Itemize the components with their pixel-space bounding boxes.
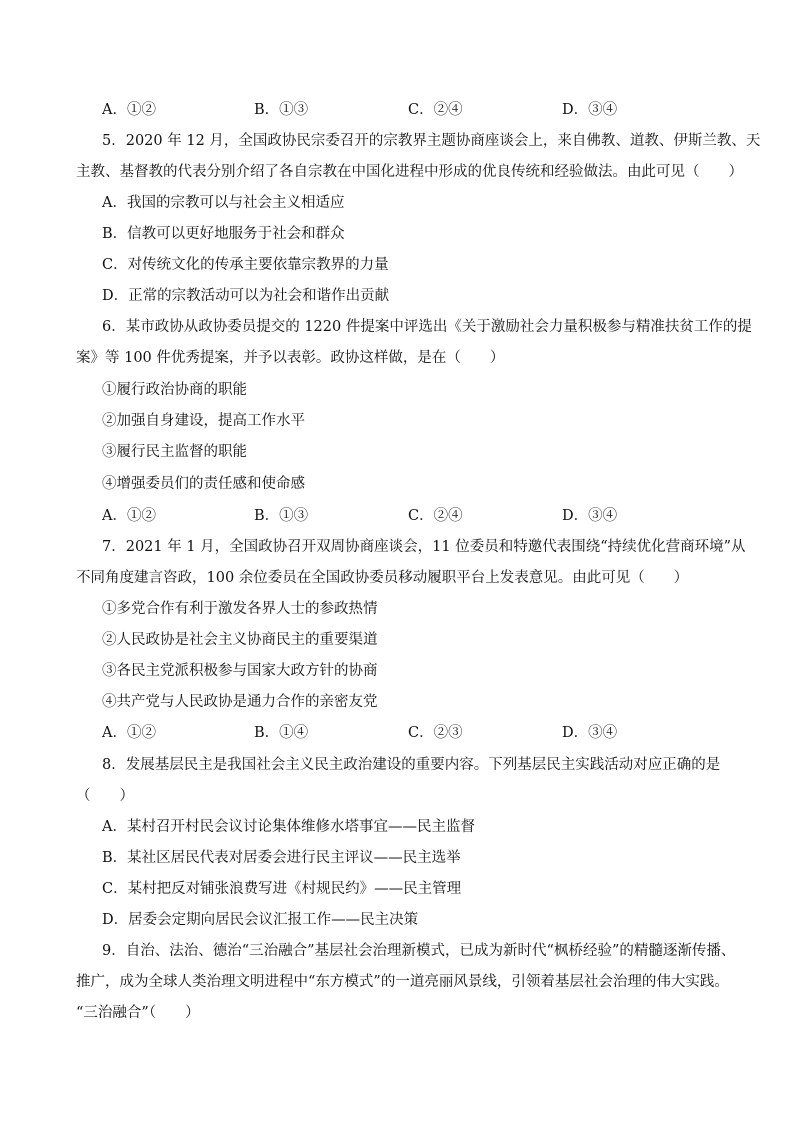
q6-option-a[interactable]: A．①② xyxy=(102,508,156,524)
q5-option-d[interactable]: D．正常的宗教活动可以为社会和谐作出贡献 xyxy=(102,288,390,304)
q7-option-a[interactable]: A．①② xyxy=(102,725,156,741)
q5-option-c[interactable]: C．对传统文化的传承主要依靠宗教界的力量 xyxy=(102,257,389,273)
q4-option-c[interactable]: C．②④ xyxy=(408,102,463,118)
q7-stem-line1: 7．2021 年 1 月，全国政协召开双周协商座谈会，11 位委员和特邀代表围绕“持续优化营商环境”从 xyxy=(102,539,746,555)
q7-options xyxy=(102,722,722,744)
q9-stem-line3: “三治融合”（ ） xyxy=(76,1005,200,1021)
q8-option-a[interactable]: A．某村召开村民会议讨论集体维修水塔事宜——民主监督 xyxy=(102,819,475,835)
q8-option-b[interactable]: B．某社区居民代表对居委会进行民主评议——民主选举 xyxy=(102,850,461,866)
q6-option-b[interactable]: B．①③ xyxy=(254,508,309,524)
q5-option-a[interactable]: A．我国的宗教可以与社会主义相适应 xyxy=(102,195,345,211)
q7-item-1: ①多党合作有利于激发各界人士的参政热情 xyxy=(102,601,378,617)
q6-stem-line2: 案》等 100 件优秀提案，并予以表彰。政协这样做，是在（ ） xyxy=(76,350,505,366)
q7-option-d[interactable]: D．③④ xyxy=(562,725,618,741)
q4-option-a[interactable]: A．①② xyxy=(102,102,156,118)
q8-stem-line1: 8．发展基层民主是我国社会主义民主政治建设的重要内容。下列基层民主实践活动对应正确的是 xyxy=(102,757,721,773)
q5-stem-line2: 主教、基督教的代表分别介绍了各自宗教在中国化进程中形成的优良传统和经验做法。由此可见（ ） xyxy=(76,164,743,180)
q5-option-b[interactable]: B．信教可以更好地服务于社会和群众 xyxy=(102,226,345,242)
q8-option-d[interactable]: D．居委会定期向居民会议汇报工作——民主决策 xyxy=(102,912,419,928)
q4-options xyxy=(102,99,722,121)
q8-stem-line2: （ ） xyxy=(76,788,134,804)
q9-stem-line2: 推广，成为全球人类治理文明进程中“东方模式”的一道亮丽风景线，引领着基层社会治理的伟大实践。 xyxy=(76,974,729,990)
q8-option-c[interactable]: C．某村把反对铺张浪费写进《村规民约》——民主管理 xyxy=(102,881,462,897)
q6-item-2: ②加强自身建设，提高工作水平 xyxy=(102,413,305,429)
q6-stem-line1: 6．某市政协从政协委员提交的 1220 件提案中评选出《关于激励社会力量积极参与精准扶贫工作的提 xyxy=(102,319,752,335)
q6-item-4: ④增强委员们的责任感和使命感 xyxy=(102,476,305,492)
q9-stem-line1: 9．自治、法治、德治“三治融合”基层社会治理新模式，已成为新时代“枫桥经验”的精髓逐渐传播、 xyxy=(102,943,736,959)
q7-stem-line2: 不同角度建言咨政，100 余位委员在全国政协委员移动履职平台上发表意见。由此可见（ ） xyxy=(76,570,689,586)
q6-item-1: ①履行政治协商的职能 xyxy=(102,382,247,398)
q6-options xyxy=(102,505,722,527)
q6-item-3: ③履行民主监督的职能 xyxy=(102,444,247,460)
q4-option-b[interactable]: B．①③ xyxy=(254,102,309,118)
q7-option-c[interactable]: C．②③ xyxy=(408,725,463,741)
q7-item-4: ④共产党与人民政协是通力合作的亲密友党 xyxy=(102,694,378,710)
q6-option-c[interactable]: C．②④ xyxy=(408,508,463,524)
q7-option-b[interactable]: B．①④ xyxy=(254,725,309,741)
q7-item-3: ③各民主党派积极参与国家大政方针的协商 xyxy=(102,663,378,679)
q7-item-2: ②人民政协是社会主义协商民主的重要渠道 xyxy=(102,632,378,648)
q6-option-d[interactable]: D．③④ xyxy=(562,508,618,524)
q4-option-d[interactable]: D．③④ xyxy=(562,102,618,118)
q5-stem-line1: 5．2020 年 12 月，全国政协民宗委召开的宗教界主题协商座谈会上，来自佛教、道教、伊斯兰教、天 xyxy=(102,133,761,149)
